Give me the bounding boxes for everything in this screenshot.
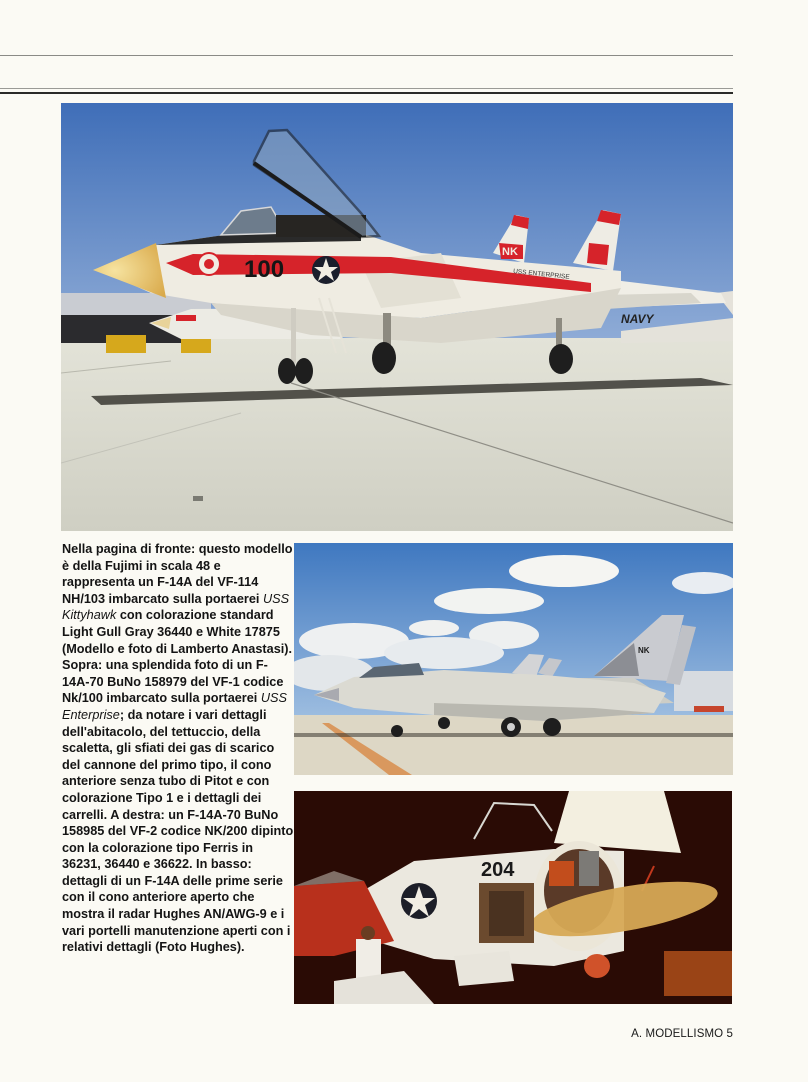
photo-f14-radar-awg9 xyxy=(294,791,732,1004)
header-rule xyxy=(0,55,733,56)
caption-ship-kittyhawk: USS Kittyhawk xyxy=(62,591,290,623)
photo-caption xyxy=(62,541,294,956)
svg-text:204: 204 xyxy=(481,859,515,881)
caption-segment: Nella pagina di fronte: questo modello è della Fujimi in scala 48 e rappresenta un F-14A del VF-114 NH/103 imbarcato sulla portaerei xyxy=(62,542,293,606)
header-double-rule-thick xyxy=(0,92,733,94)
caption-segment: ; da notare i vari dettagli dell'abitacolo, del tettuccio, della scaletta, gli sfiati dei gas di scarico del cannone del primo tipo, il cono anteriore senza tubo di Pitot e con colorazione Tipo 1 e i dettagli dei carrelli. A destra: un F-14A-70 BuNo 158985 del VF-2 codice NK/200 dipinto con la colorazione tipo Ferris in 36231, 36440 e 36622. In basso: dettagli di un F-14A delle prime serie con il cono anteriore aperto che mostra il radar Hughes AN/AWG-9 e i vari portelli manutenzione aperti con i relativi dettagli (Foto Hughes). xyxy=(62,707,294,955)
svg-text:NK: NK xyxy=(502,246,518,258)
modex-100: 100 xyxy=(244,256,285,283)
page-footer-folio: A. MODELLISMO 5 xyxy=(631,1028,733,1040)
svg-text:NAVY: NAVY xyxy=(621,312,654,326)
photo-f14-nk200 xyxy=(294,543,733,775)
caption-segment: con colorazione standard Light Gull Gray 36440 e White 17875 (Modello e foto di Lamberto Anastasi). Sopra: una splendida foto di un F-14A-70 BuNo 158979 del VF-1 codice Nk/100 imbarcato sulla portaerei xyxy=(62,608,293,706)
svg-text:NK: NK xyxy=(638,646,650,655)
photo-f14-nk100 xyxy=(61,103,733,531)
svg-text:USS ENTERPRISE: USS ENTERPRISE xyxy=(512,268,570,281)
header-double-rule-thin xyxy=(0,88,733,89)
caption-ship-enterprise: USS Enterprise xyxy=(62,691,287,722)
